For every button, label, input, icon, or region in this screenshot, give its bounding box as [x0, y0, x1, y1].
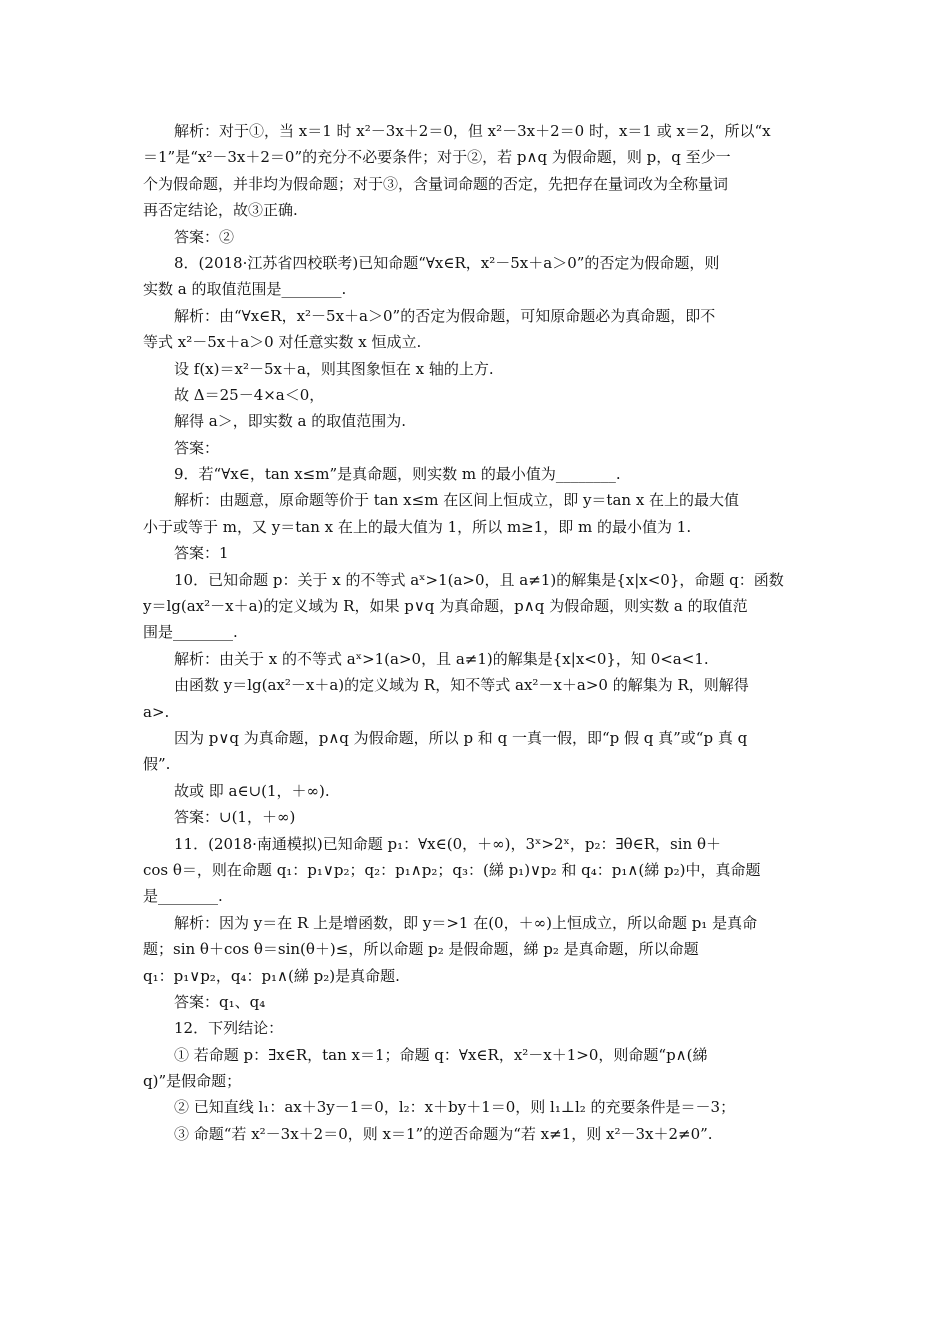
text-line: 解析：由题意，原命题等价于 tan x≤m 在区间上恒成立，即 y＝tan x 在上的最大值	[174, 491, 740, 510]
text-line: 答案：∪(1，＋∞)	[174, 808, 296, 827]
text-line: 12．下列结论：	[174, 1019, 284, 1038]
text-line: 解析：因为 y＝在 R 上是增函数，即 y＝>1 在(0，＋∞)上恒成立，所以命题 p₁ 是真命	[174, 913, 758, 932]
text-line: 解析：由关于 x 的不等式 aˣ>1(a>0，且 a≠1)的解集是{x|x<0}，知 0<a<1.	[174, 649, 709, 668]
text-line: ① 若命题 p：∃x∈R，tan x＝1；命题 q：∀x∈R，x²－x＋1>0，则命题“p∧(綈	[174, 1045, 708, 1064]
text-line: 题；sin θ＋cos θ＝sin(θ＋)≤，所以命题 p₂ 是假命题，綈 p₂ 是真命题，所以命题	[143, 940, 699, 959]
text-line: 是________.	[143, 887, 223, 906]
text-line: 设 f(x)＝x²－5x＋a，则其图象恒在 x 轴的上方.	[174, 359, 494, 378]
text-line: 再否定结论，故③正确.	[143, 201, 298, 220]
text-line: q)”是假命题；	[143, 1072, 242, 1091]
text-line: 故或 即 a∈∪(1，＋∞).	[174, 781, 330, 800]
text-line: 答案：q₁、q₄	[174, 992, 266, 1011]
document-body	[143, 118, 808, 1147]
text-line: 8．(2018·江苏省四校联考)已知命题“∀x∈R，x²－5x＋a＞0”的否定为假命题，则	[174, 253, 720, 272]
text-line: 9．若“∀x∈，tan x≤m”是真命题，则实数 m 的最小值为________.	[174, 465, 621, 484]
text-line: 小于或等于 m，又 y＝tan x 在上的最大值为 1，所以 m≥1，即 m 的最小值为 1.	[143, 517, 692, 536]
text-line: 故 Δ＝25－4×a＜0，	[174, 385, 325, 404]
text-line: a>.	[143, 702, 170, 721]
text-line: 答案：②	[174, 227, 235, 246]
text-line: 解得 a＞，即实数 a 的取值范围为.	[174, 412, 406, 431]
text-line: 答案：	[174, 438, 220, 457]
text-line: q₁：p₁∨p₂，q₄：p₁∧(綈 p₂)是真命题.	[143, 966, 400, 985]
text-line: 因为 p∨q 为真命题，p∧q 为假命题，所以 p 和 q 一真一假，即“p 假 q 真”或“p 真 q	[174, 728, 748, 747]
text-line: 解析：由“∀x∈R，x²－5x＋a＞0”的否定为假命题，可知原命题必为真命题，即不	[174, 306, 716, 325]
text-line: 假”.	[143, 755, 171, 774]
text-line: 10．已知命题 p：关于 x 的不等式 aˣ>1(a>0，且 a≠1)的解集是{x|x<0}，命题 q：函数	[174, 570, 784, 589]
text-line: 实数 a 的取值范围是________.	[143, 280, 347, 299]
text-line: 由函数 y＝lg(ax²－x＋a)的定义域为 R，知不等式 ax²－x＋a>0 的解集为 R，则解得	[174, 676, 749, 695]
text-line: ② 已知直线 l₁：ax＋3y－1＝0，l₂：x＋by＋1＝0，则 l₁⊥l₂ 的充要条件是＝－3；	[174, 1098, 736, 1117]
text-line: 答案：1	[174, 544, 229, 563]
text-line: y＝lg(ax²－x＋a)的定义域为 R，如果 p∨q 为真命题，p∧q 为假命题，则实数 a 的取值范	[143, 597, 748, 616]
text-line: ＝1”是“x²－3x＋2＝0”的充分不必要条件；对于②，若 p∧q 为假命题，则 p，q 至少一	[143, 148, 731, 167]
text-line: 等式 x²－5x＋a＞0 对任意实数 x 恒成立.	[143, 333, 422, 352]
text-line: 解析：对于①，当 x＝1 时 x²－3x＋2＝0，但 x²－3x＋2＝0 时，x＝1 或 x＝2，所以“x	[174, 122, 771, 140]
text-line: 个为假命题，并非均为假命题；对于③，含量词命题的否定，先把存在量词改为全称量词	[143, 174, 729, 193]
text-line: 11．(2018·南通模拟)已知命题 p₁：∀x∈(0，＋∞)，3ˣ>2ˣ，p₂：∃θ∈R，sin θ＋	[174, 834, 721, 853]
text-line: cos θ＝，则在命题 q₁：p₁∨p₂；q₂：p₁∧p₂；q₃：(綈 p₁)∨p₂ 和 q₄：p₁∧(綈 p₂)中，真命题	[143, 860, 761, 879]
text-line: 围是________.	[143, 623, 238, 642]
text-line: ③ 命题“若 x²－3x＋2＝0，则 x＝1”的逆否命题为“若 x≠1，则 x²－3x＋2≠0”.	[174, 1124, 713, 1143]
